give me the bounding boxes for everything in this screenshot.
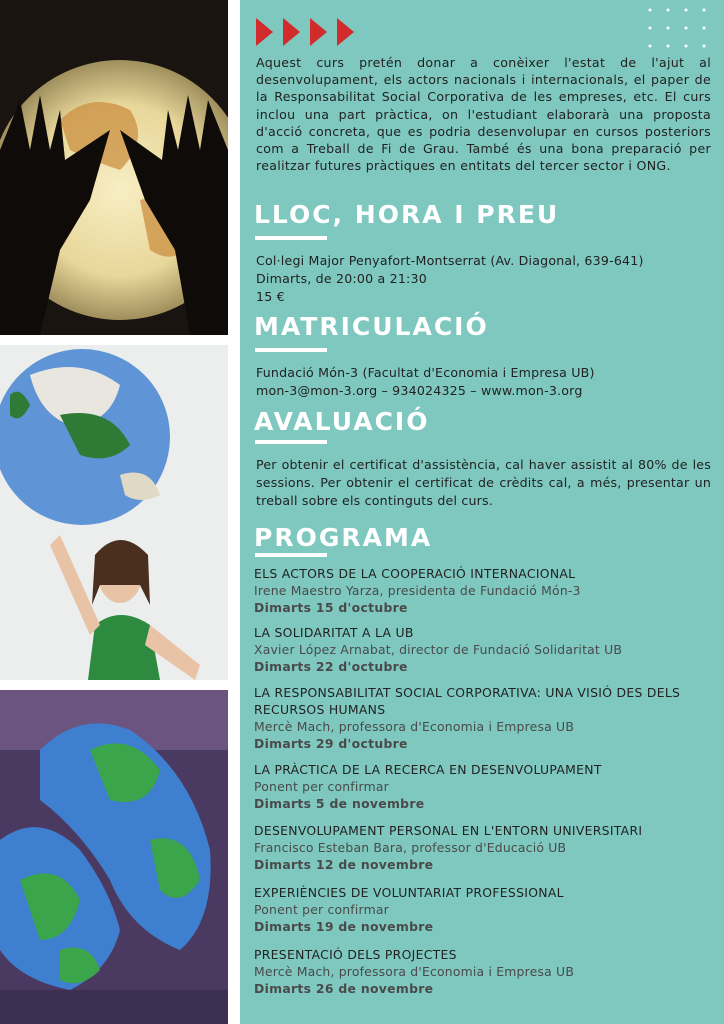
dots-decoration: [646, 6, 716, 56]
programa-item: [254, 884, 714, 935]
session-title: ELS ACTORS DE LA COOPERACIÓ INTERNACIONAL: [254, 566, 576, 581]
programa-item: [254, 822, 714, 873]
photo-column: [0, 0, 240, 1024]
hands-globe-photo: [0, 0, 228, 335]
programa-item: [254, 946, 714, 997]
heading-underline: [255, 236, 327, 240]
intro-paragraph: Aquest curs pretén donar a conèixer l'estat de l'ajut al desenvolupament, els actors nacionals i internacionals, el paper de la Responsabilitat Social Corporativa de les empreses, etc. El curs inclou una part pràctica, on l'estudiant elaborarà una proposta d'acció concreta, que es podria desenvolupar en cursos posteriors com a Treball de Fi de Grau. També és una bona preparació per realitzar futures pràctiques en entitats del tercer sector i ONG.: [256, 55, 711, 174]
session-date: Dimarts 15 d'octubre: [254, 600, 408, 615]
session-speaker: Francisco Esteban Bara, professor d'Educació UB: [254, 840, 567, 855]
lloc-time: Dimarts, de 20:00 a 21:30: [256, 271, 427, 286]
programa-item: [254, 565, 714, 616]
session-date: Dimarts 26 de novembre: [254, 981, 434, 996]
session-speaker: Ponent per confirmar: [254, 902, 389, 917]
content-panel: [240, 0, 724, 1024]
matriculacio-line1: Fundació Món-3 (Facultat d'Economia i Empresa UB): [256, 365, 595, 380]
lloc-details: [256, 252, 711, 306]
woman-inflatable-globe-photo: [0, 345, 228, 680]
heading-underline: [255, 553, 327, 557]
heading-underline: [255, 440, 327, 444]
matriculacio-details: [256, 364, 711, 400]
lloc-price: 15 €: [256, 289, 285, 304]
avaluacio-text: Per obtenir el certificat d'assistència, cal haver assistit al 80% de les sessions. Per obtenir el certificat de crèdits cal, a més, presentar un treball sobre els continguts del curs.: [256, 457, 711, 508]
programa-item: [254, 761, 714, 812]
arrows-decoration: [256, 18, 356, 52]
lloc-place: Col·legi Major Penyafort-Montserrat (Av. Diagonal, 639-641): [256, 253, 644, 268]
section-heading-programa: PROGRAMA: [254, 523, 433, 552]
session-date: Dimarts 19 de novembre: [254, 919, 434, 934]
programa-item: [254, 624, 714, 675]
session-title: LA PRÀCTICA DE LA RECERCA EN DESENVOLUPAMENT: [254, 762, 602, 777]
session-speaker: Mercè Mach, professora d'Economia i Empresa UB: [254, 964, 575, 979]
section-heading-lloc: LLOC, HORA I PREU: [254, 200, 560, 229]
session-speaker: Irene Maestro Yarza, presidenta de Fundació Món-3: [254, 583, 581, 598]
session-date: Dimarts 22 d'octubre: [254, 659, 408, 674]
matriculacio-contact[interactable]: mon-3@mon-3.org – 934024325 – www.mon-3.org: [256, 383, 583, 398]
section-heading-matriculacio: MATRICULACIÓ: [254, 312, 489, 341]
session-speaker: Ponent per confirmar: [254, 779, 389, 794]
session-title: LA RESPONSABILITAT SOCIAL CORPORATIVA: UNA VISIÓ DES DELS RECURSOS HUMANS: [254, 685, 681, 717]
session-date: Dimarts 5 de novembre: [254, 796, 425, 811]
heading-underline: [255, 348, 327, 352]
painted-hands-photo: [0, 690, 228, 1024]
session-title: EXPERIÈNCIES DE VOLUNTARIAT PROFESSIONAL: [254, 885, 564, 900]
session-title: PRESENTACIÓ DELS PROJECTES: [254, 947, 457, 962]
session-date: Dimarts 12 de novembre: [254, 857, 434, 872]
session-title: DESENVOLUPAMENT PERSONAL EN L'ENTORN UNIVERSITARI: [254, 823, 643, 838]
session-title: LA SOLIDARITAT A LA UB: [254, 625, 414, 640]
session-speaker: Xavier López Arnabat, director de Fundació Solidaritat UB: [254, 642, 623, 657]
session-date: Dimarts 29 d'octubre: [254, 736, 408, 751]
section-heading-avaluacio: AVALUACIÓ: [254, 407, 430, 436]
session-speaker: Mercè Mach, professora d'Economia i Empresa UB: [254, 719, 575, 734]
programa-item: [254, 684, 714, 752]
